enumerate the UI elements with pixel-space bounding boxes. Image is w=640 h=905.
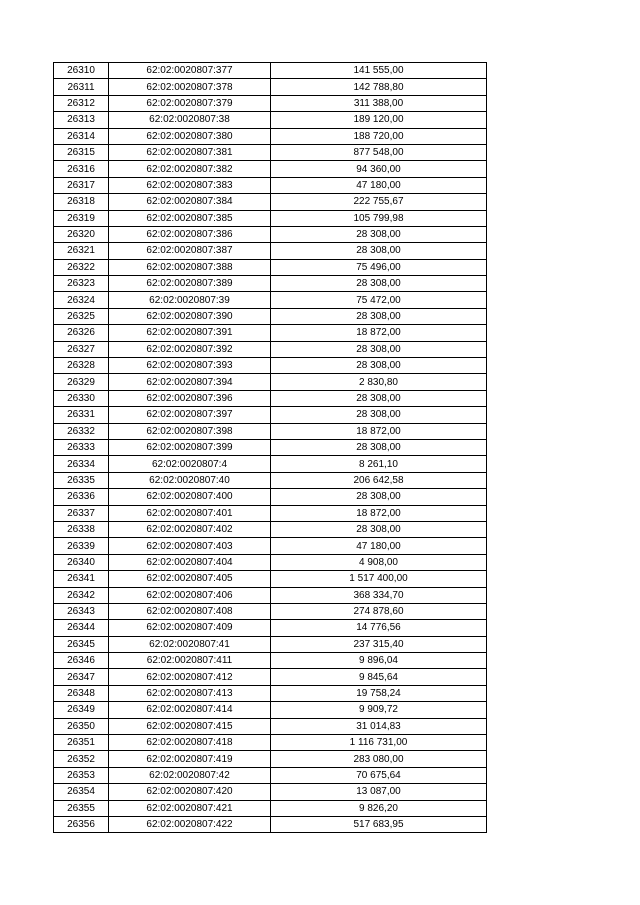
amount-cell: 28 308,00 — [271, 489, 487, 505]
cadastral-number-cell: 62:02:0020807:399 — [109, 439, 271, 455]
amount-cell: 188 720,00 — [271, 128, 487, 144]
table-row — [54, 358, 487, 374]
row-number-cell: 26331 — [54, 407, 109, 423]
cadastral-number-cell: 62:02:0020807:393 — [109, 358, 271, 374]
cadastral-number-cell: 62:02:0020807:391 — [109, 325, 271, 341]
amount-cell: 189 120,00 — [271, 112, 487, 128]
row-number-cell: 26310 — [54, 63, 109, 79]
row-number-cell: 26333 — [54, 439, 109, 455]
table-row — [54, 669, 487, 685]
row-number-cell: 26349 — [54, 702, 109, 718]
amount-cell: 28 308,00 — [271, 390, 487, 406]
cadastral-number-cell: 62:02:0020807:421 — [109, 800, 271, 816]
amount-cell: 274 878,60 — [271, 603, 487, 619]
cadastral-number-cell: 62:02:0020807:412 — [109, 669, 271, 685]
table-row — [54, 603, 487, 619]
table-row — [54, 308, 487, 324]
table-row — [54, 226, 487, 242]
table-row — [54, 341, 487, 357]
amount-cell: 28 308,00 — [271, 276, 487, 292]
amount-cell: 18 872,00 — [271, 505, 487, 521]
cadastral-number-cell: 62:02:0020807:384 — [109, 194, 271, 210]
table-row — [54, 128, 487, 144]
row-number-cell: 26351 — [54, 735, 109, 751]
cadastral-number-cell: 62:02:0020807:386 — [109, 226, 271, 242]
amount-cell: 75 472,00 — [271, 292, 487, 308]
amount-cell: 9 826,20 — [271, 800, 487, 816]
row-number-cell: 26341 — [54, 571, 109, 587]
amount-cell: 311 388,00 — [271, 95, 487, 111]
amount-cell: 28 308,00 — [271, 358, 487, 374]
cadastral-number-cell: 62:02:0020807:400 — [109, 489, 271, 505]
table-row — [54, 259, 487, 275]
amount-cell: 9 909,72 — [271, 702, 487, 718]
row-number-cell: 26330 — [54, 390, 109, 406]
data-table — [53, 62, 487, 833]
table-row — [54, 505, 487, 521]
table-row — [54, 620, 487, 636]
cadastral-number-cell: 62:02:0020807:390 — [109, 308, 271, 324]
row-number-cell: 26345 — [54, 636, 109, 652]
table-row — [54, 718, 487, 734]
cadastral-number-cell: 62:02:0020807:415 — [109, 718, 271, 734]
row-number-cell: 26346 — [54, 653, 109, 669]
amount-cell: 206 642,58 — [271, 472, 487, 488]
row-number-cell: 26314 — [54, 128, 109, 144]
cadastral-number-cell: 62:02:0020807:383 — [109, 177, 271, 193]
row-number-cell: 26332 — [54, 423, 109, 439]
cadastral-number-cell: 62:02:0020807:419 — [109, 751, 271, 767]
cadastral-number-cell: 62:02:0020807:392 — [109, 341, 271, 357]
amount-cell: 368 334,70 — [271, 587, 487, 603]
row-number-cell: 26338 — [54, 521, 109, 537]
cadastral-number-cell: 62:02:0020807:397 — [109, 407, 271, 423]
cadastral-number-cell: 62:02:0020807:39 — [109, 292, 271, 308]
table-row — [54, 816, 487, 832]
table-row — [54, 636, 487, 652]
row-number-cell: 26319 — [54, 210, 109, 226]
cadastral-number-cell: 62:02:0020807:42 — [109, 767, 271, 783]
amount-cell: 8 261,10 — [271, 456, 487, 472]
row-number-cell: 26340 — [54, 554, 109, 570]
amount-cell: 28 308,00 — [271, 243, 487, 259]
amount-cell: 31 014,83 — [271, 718, 487, 734]
amount-cell: 14 776,56 — [271, 620, 487, 636]
row-number-cell: 26347 — [54, 669, 109, 685]
row-number-cell: 26339 — [54, 538, 109, 554]
amount-cell: 28 308,00 — [271, 341, 487, 357]
amount-cell: 283 080,00 — [271, 751, 487, 767]
table-row — [54, 571, 487, 587]
table-row — [54, 177, 487, 193]
row-number-cell: 26342 — [54, 587, 109, 603]
cadastral-number-cell: 62:02:0020807:389 — [109, 276, 271, 292]
amount-cell: 141 555,00 — [271, 63, 487, 79]
amount-cell: 28 308,00 — [271, 521, 487, 537]
cadastral-number-cell: 62:02:0020807:385 — [109, 210, 271, 226]
cadastral-number-cell: 62:02:0020807:398 — [109, 423, 271, 439]
table-row — [54, 554, 487, 570]
amount-cell: 105 799,98 — [271, 210, 487, 226]
cadastral-number-cell: 62:02:0020807:402 — [109, 521, 271, 537]
table-row — [54, 784, 487, 800]
table-row — [54, 702, 487, 718]
row-number-cell: 26356 — [54, 816, 109, 832]
table-row — [54, 456, 487, 472]
cadastral-number-cell: 62:02:0020807:38 — [109, 112, 271, 128]
row-number-cell: 26327 — [54, 341, 109, 357]
row-number-cell: 26334 — [54, 456, 109, 472]
table-row — [54, 63, 487, 79]
amount-cell: 47 180,00 — [271, 538, 487, 554]
cadastral-number-cell: 62:02:0020807:413 — [109, 685, 271, 701]
row-number-cell: 26328 — [54, 358, 109, 374]
table-row — [54, 751, 487, 767]
amount-cell: 19 758,24 — [271, 685, 487, 701]
row-number-cell: 26325 — [54, 308, 109, 324]
cadastral-number-cell: 62:02:0020807:414 — [109, 702, 271, 718]
cadastral-number-cell: 62:02:0020807:420 — [109, 784, 271, 800]
row-number-cell: 26348 — [54, 685, 109, 701]
cadastral-number-cell: 62:02:0020807:388 — [109, 259, 271, 275]
cadastral-number-cell: 62:02:0020807:381 — [109, 144, 271, 160]
amount-cell: 28 308,00 — [271, 407, 487, 423]
amount-cell: 9 845,64 — [271, 669, 487, 685]
row-number-cell: 26344 — [54, 620, 109, 636]
table-row — [54, 194, 487, 210]
amount-cell: 47 180,00 — [271, 177, 487, 193]
cadastral-number-cell: 62:02:0020807:411 — [109, 653, 271, 669]
row-number-cell: 26337 — [54, 505, 109, 521]
amount-cell: 28 308,00 — [271, 439, 487, 455]
amount-cell: 4 908,00 — [271, 554, 487, 570]
cadastral-number-cell: 62:02:0020807:377 — [109, 63, 271, 79]
cadastral-number-cell: 62:02:0020807:387 — [109, 243, 271, 259]
cadastral-number-cell: 62:02:0020807:380 — [109, 128, 271, 144]
table-row — [54, 390, 487, 406]
cadastral-number-cell: 62:02:0020807:406 — [109, 587, 271, 603]
row-number-cell: 26320 — [54, 226, 109, 242]
amount-cell: 222 755,67 — [271, 194, 487, 210]
table-row — [54, 79, 487, 95]
cadastral-number-cell: 62:02:0020807:408 — [109, 603, 271, 619]
row-number-cell: 26355 — [54, 800, 109, 816]
table-row — [54, 144, 487, 160]
amount-cell: 1 517 400,00 — [271, 571, 487, 587]
amount-cell: 28 308,00 — [271, 308, 487, 324]
cadastral-number-cell: 62:02:0020807:394 — [109, 374, 271, 390]
table-row — [54, 325, 487, 341]
cadastral-number-cell: 62:02:0020807:41 — [109, 636, 271, 652]
row-number-cell: 26326 — [54, 325, 109, 341]
table-row — [54, 210, 487, 226]
amount-cell: 13 087,00 — [271, 784, 487, 800]
amount-cell: 70 675,64 — [271, 767, 487, 783]
table-row — [54, 685, 487, 701]
amount-cell: 75 496,00 — [271, 259, 487, 275]
table-row — [54, 735, 487, 751]
row-number-cell: 26324 — [54, 292, 109, 308]
table-row — [54, 439, 487, 455]
row-number-cell: 26353 — [54, 767, 109, 783]
amount-cell: 28 308,00 — [271, 226, 487, 242]
amount-cell: 2 830,80 — [271, 374, 487, 390]
row-number-cell: 26335 — [54, 472, 109, 488]
cadastral-number-cell: 62:02:0020807:396 — [109, 390, 271, 406]
table-row — [54, 653, 487, 669]
table-row — [54, 472, 487, 488]
table-row — [54, 587, 487, 603]
amount-cell: 877 548,00 — [271, 144, 487, 160]
table-row — [54, 112, 487, 128]
table-row — [54, 292, 487, 308]
row-number-cell: 26354 — [54, 784, 109, 800]
row-number-cell: 26315 — [54, 144, 109, 160]
cadastral-number-cell: 62:02:0020807:382 — [109, 161, 271, 177]
row-number-cell: 26336 — [54, 489, 109, 505]
row-number-cell: 26317 — [54, 177, 109, 193]
table-row — [54, 243, 487, 259]
cadastral-number-cell: 62:02:0020807:403 — [109, 538, 271, 554]
table-row — [54, 407, 487, 423]
amount-cell: 9 896,04 — [271, 653, 487, 669]
cadastral-number-cell: 62:02:0020807:404 — [109, 554, 271, 570]
cadastral-number-cell: 62:02:0020807:401 — [109, 505, 271, 521]
row-number-cell: 26321 — [54, 243, 109, 259]
row-number-cell: 26313 — [54, 112, 109, 128]
row-number-cell: 26318 — [54, 194, 109, 210]
cadastral-number-cell: 62:02:0020807:409 — [109, 620, 271, 636]
cadastral-number-cell: 62:02:0020807:40 — [109, 472, 271, 488]
table-row — [54, 800, 487, 816]
cadastral-number-cell: 62:02:0020807:378 — [109, 79, 271, 95]
table-row — [54, 489, 487, 505]
table-row — [54, 161, 487, 177]
cadastral-number-cell: 62:02:0020807:422 — [109, 816, 271, 832]
table-row — [54, 521, 487, 537]
cadastral-number-cell: 62:02:0020807:418 — [109, 735, 271, 751]
amount-cell: 18 872,00 — [271, 325, 487, 341]
amount-cell: 517 683,95 — [271, 816, 487, 832]
row-number-cell: 26329 — [54, 374, 109, 390]
cadastral-number-cell: 62:02:0020807:379 — [109, 95, 271, 111]
row-number-cell: 26312 — [54, 95, 109, 111]
amount-cell: 94 360,00 — [271, 161, 487, 177]
row-number-cell: 26350 — [54, 718, 109, 734]
table-row — [54, 423, 487, 439]
table-row — [54, 538, 487, 554]
amount-cell: 142 788,80 — [271, 79, 487, 95]
row-number-cell: 26322 — [54, 259, 109, 275]
amount-cell: 1 116 731,00 — [271, 735, 487, 751]
table-row — [54, 374, 487, 390]
row-number-cell: 26316 — [54, 161, 109, 177]
table-row — [54, 276, 487, 292]
row-number-cell: 26311 — [54, 79, 109, 95]
cadastral-number-cell: 62:02:0020807:405 — [109, 571, 271, 587]
amount-cell: 237 315,40 — [271, 636, 487, 652]
table-row — [54, 767, 487, 783]
cadastral-number-cell: 62:02:0020807:4 — [109, 456, 271, 472]
table-row — [54, 95, 487, 111]
table-body — [54, 63, 487, 833]
row-number-cell: 26323 — [54, 276, 109, 292]
row-number-cell: 26343 — [54, 603, 109, 619]
row-number-cell: 26352 — [54, 751, 109, 767]
amount-cell: 18 872,00 — [271, 423, 487, 439]
